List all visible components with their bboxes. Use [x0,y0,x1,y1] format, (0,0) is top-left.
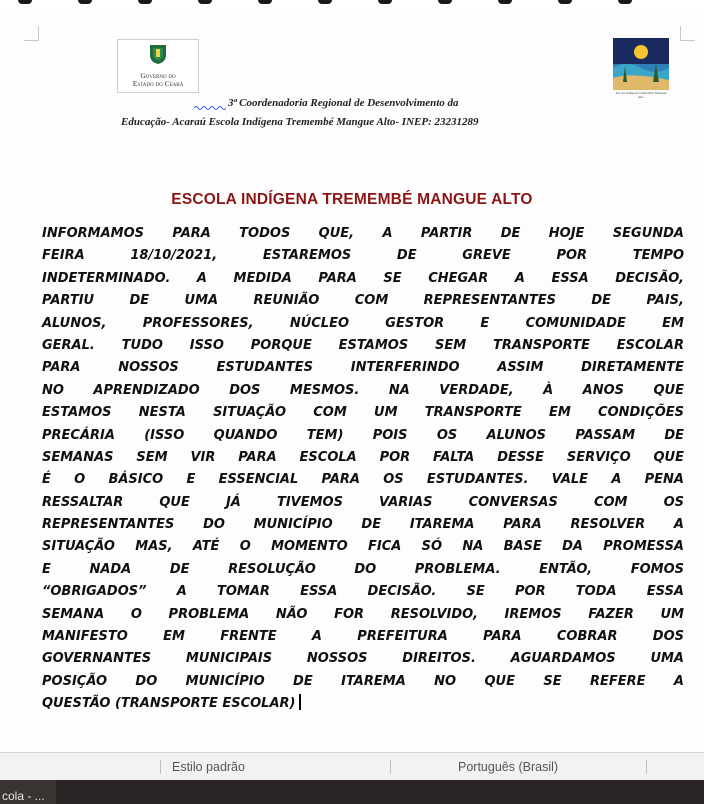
margin-corner-marker [680,26,695,41]
body-line: GERAL. TUDO ISSO PORQUE ESTAMOS SEM TRANSPORTE ESCOLAR [42,337,684,353]
body-line-last [42,693,684,715]
government-logo-text: Governo do Estado do Ceará [132,71,184,88]
body-line: ESTAMOS NESTA SITUAÇÃO COM UM TRANSPORTE EM CONDIÇÕES [42,405,684,421]
body-line: E NADA DE RESOLUÇÃO DO PROBLEMA. ENTÃO, FOMOS [42,561,684,577]
status-separator [646,760,647,774]
body-line: NO APRENDIZADO DOS MESMOS. NA VERDADE, À ANOS QUE [42,382,684,398]
body-line: RESSALTAR QUE JÁ TIVEMOS VARIAS CONVERSAS COM OS [42,494,684,510]
document-heading: ESCOLA INDÍGENA TREMEMBÉ MANGUE ALTO [171,191,533,208]
body-line: PRECÁRIA (ISSO QUANDO TEM) POIS OS ALUNOS PASSAM DE [42,427,684,443]
page-style-indicator[interactable]: Estilo padrão [172,760,245,774]
previous-page-edge [0,0,704,10]
letterhead-line-1: 3ª Coordenadoria Regional de Desenvolvimento da [228,97,459,109]
body-line: PARA NOSSOS ESTUDANTES INTERFERINDO ASSIM DIRETAMENTE [42,360,684,376]
document-body[interactable] [42,223,684,716]
school-logo: Escola Indígena Tremembé Mangue Alto [613,38,669,102]
text-cursor [299,694,301,710]
body-line: MANIFESTO EM FRENTE A PREFEITURA PARA COBRAR DOS [42,629,684,645]
body-line: ALUNOS, PROFESSORES, NÚCLEO GESTOR E COMUNIDADE EM [42,315,684,331]
spellcheck-underline [194,105,226,111]
body-line: POSIÇÃO DO MUNICÍPIO DE ITAREMA NO QUE SE REFERE A [42,673,684,689]
taskbar-window-button[interactable] [0,780,56,804]
status-separator [390,760,391,774]
body-line: GOVERNANTES MUNICIPAIS NOSSOS DIREITOS. AGUARDAMOS UMA [42,651,684,667]
taskbar [0,780,704,804]
government-logo [117,39,199,93]
status-separator [160,760,161,774]
coat-of-arms-icon [148,43,168,65]
body-line: SEMANAS SEM VIR PARA ESCOLA POR FALTA DESSE SERVIÇO QUE [42,449,684,465]
language-indicator[interactable]: Português (Brasil) [458,760,559,774]
taskbar-window-label: cola - ... [2,789,45,803]
body-line: SEMANA O PROBLEMA NÃO FOR RESOLVIDO, IREMOS FAZER UM [42,606,684,622]
letterhead-line-2: Educação- Acaraú Escola Indígena Tremembé Mangue Alto- INEP: 23231289 [121,116,479,128]
body-line: SITUAÇÃO MAS, ATÉ O MOMENTO FICA SÓ NA BASE DA PROMESSA [42,539,684,555]
status-bar [0,752,704,781]
body-line: QUESTÃO (TRANSPORTE ESCOLAR) [42,696,296,712]
body-line: INDETERMINADO. A MEDIDA PARA SE CHEGAR A ESSA DECISÃO, [42,270,684,286]
body-line: REPRESENTANTES DO MUNICÍPIO DE ITAREMA PARA RESOLVER A [42,517,684,533]
body-line: FEIRA 18/10/2021, ESTAREMOS DE GREVE POR TEMPO [42,248,684,264]
body-line: INFORMAMOS PARA TODOS QUE, A PARTIR DE HOJE SEGUNDA [42,226,684,241]
body-line: “OBRIGADOS” A TOMAR ESSA DECISÃO. SE POR TODA ESSA [42,584,684,600]
body-line: PARTIU DE UMA REUNIÃO COM REPRESENTANTES DE PAIS, [42,293,684,309]
body-line: É O BÁSICO E ESSENCIAL PARA OS ESTUDANTES. VALE A PENA [42,472,684,488]
margin-corner-marker [24,26,39,41]
